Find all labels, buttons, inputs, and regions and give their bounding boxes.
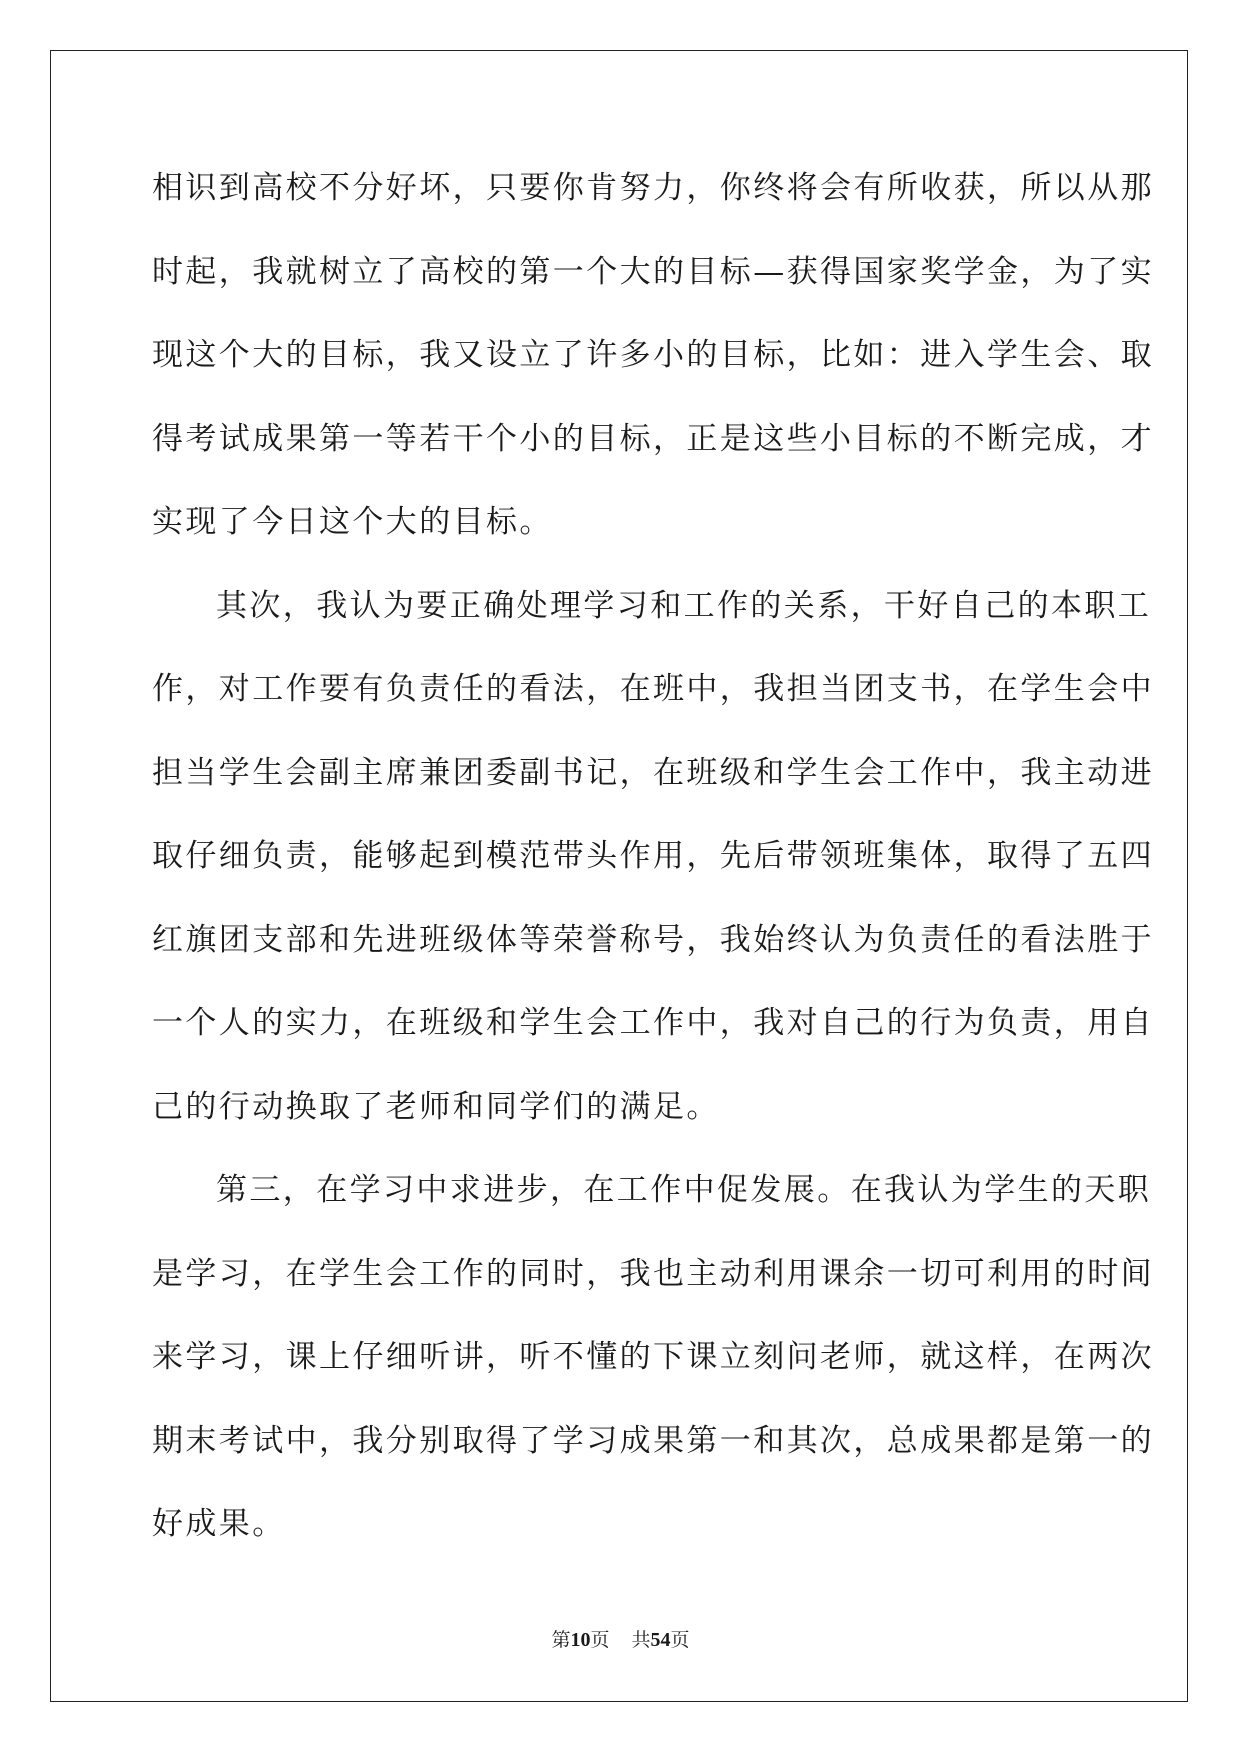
text-line: 己的行动换取了老师和同学们的满足。 bbox=[152, 1088, 720, 1125]
total-suffix: 页 bbox=[670, 1629, 690, 1651]
text-line: 作，对工作要有负责任的看法，在班中，我担当团支书，在学生会中 bbox=[152, 671, 1154, 707]
paragraph bbox=[152, 1158, 1154, 1576]
text-line: 好成果。 bbox=[152, 1506, 286, 1542]
text-line: 相识到高校不分好坏，只要你肯努力，你终将会有所收获，所以从那 bbox=[152, 170, 1154, 206]
text-line: 时起，我就树立了高校的第一个大的目标—获得国家奖学金，为了实 bbox=[152, 253, 1154, 290]
text-line: 第三，在学习中求进步，在工作中促发展。在我认为学生的天职 bbox=[216, 1172, 1152, 1208]
text-line: 担当学生会副主席兼团委副书记，在班级和学生会工作中，我主动进 bbox=[152, 754, 1154, 791]
current-page-number: 10 bbox=[570, 1629, 591, 1651]
page-footer bbox=[0, 1628, 1241, 1652]
paragraph bbox=[152, 574, 1154, 1159]
page-prefix: 第 bbox=[551, 1629, 571, 1651]
text-line: 取仔细负责，能够起到模范带头作用，先后带领班集体，取得了五四 bbox=[152, 838, 1154, 874]
total-prefix: 共 bbox=[631, 1629, 651, 1651]
total-page-number: 54 bbox=[650, 1629, 671, 1651]
page-suffix: 页 bbox=[590, 1629, 610, 1651]
text-line: 实现了今日这个大的目标。 bbox=[152, 504, 553, 540]
text-line: 其次，我认为要正确处理学习和工作的关系，干好自己的本职工 bbox=[216, 587, 1152, 624]
text-line: 现这个大的目标，我又设立了许多小的目标，比如：进入学生会、取 bbox=[152, 337, 1154, 373]
document-body bbox=[152, 156, 1154, 1576]
text-line: 来学习，课上仔细听讲，听不懂的下课立刻问老师，就这样，在两次 bbox=[152, 1339, 1154, 1375]
paragraph bbox=[152, 156, 1154, 574]
text-line: 红旗团支部和先进班级体等荣誉称号，我始终认为负责任的看法胜于 bbox=[152, 921, 1154, 958]
text-line: 得考试成果第一等若干个小的目标，正是这些小目标的不断完成，才 bbox=[152, 420, 1154, 457]
text-line: 期末考试中，我分别取得了学习成果第一和其次，总成果都是第一的 bbox=[152, 1422, 1154, 1459]
text-line: 是学习，在学生会工作的同时，我也主动利用课余一切可利用的时间 bbox=[152, 1255, 1154, 1292]
text-line: 一个人的实力，在班级和学生会工作中，我对自己的行为负责，用自 bbox=[152, 1005, 1154, 1041]
